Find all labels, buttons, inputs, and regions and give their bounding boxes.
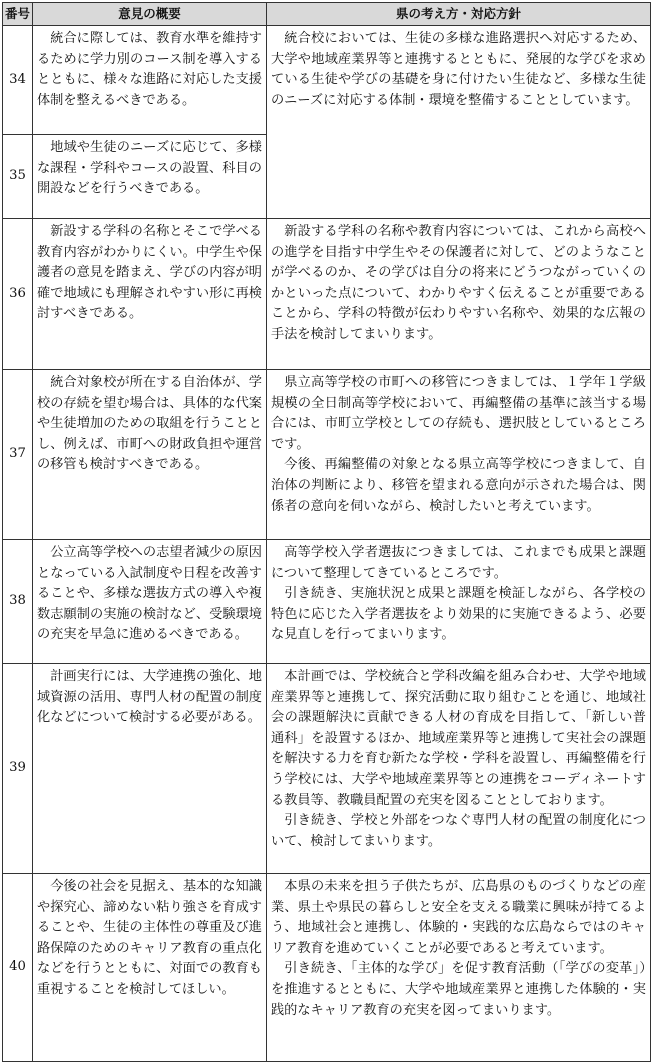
row-number: 34: [3, 26, 33, 135]
header-opinion-summary: 意見の概要: [33, 3, 267, 26]
opinion-cell: [33, 370, 267, 540]
response-cell: [267, 874, 651, 1062]
opinion-cell: [33, 26, 267, 135]
table-row: [3, 26, 651, 135]
opinion-response-table: [2, 2, 651, 1062]
response-paragraph: 本県の未来を担う子供たちが、広島県のものづくりなどの産業、県土や県民の暮らしと安全を支える職業に興味が持てるよう、地域社会と連携し、体験的・実践的な広島ならではのキャリア教育を進めていくことが必要であると考えています。: [271, 879, 646, 956]
row-number: 37: [3, 370, 33, 540]
opinion-text: 統合に際しては、教育水準を維持するために学力別のコース制を導入するとともに、様々な進路に対応した支援体制を整えるべきである。: [37, 31, 262, 108]
row-number: 39: [3, 664, 33, 874]
response-paragraph: 引き続き、実施状況と成果と課題を検証しながら、各学校の特色に応じた入学者選抜をより効果的に実施できるよう、必要な見直しを行ってまいります。: [271, 586, 646, 643]
opinion-cell: [33, 664, 267, 874]
row-number: 40: [3, 874, 33, 1062]
table-row: [3, 874, 651, 1062]
opinion-cell: [33, 135, 267, 219]
opinion-text: 統合対象校が所在する自治体が、学校の存続を望む場合は、具体的な代案や生徒増加のための取組を行うこととし、例えば、市町への財政負担や運営の移管も検討すべきである。: [37, 375, 262, 473]
opinion-text: 公立高等学校への志望者減少の原因となっている入試制度や日程を改善することや、多様な選抜方式の導入や複数志願制の実施の検討など、受験環境の充実を早急に進めるべきである。: [37, 545, 262, 643]
response-paragraph: 本計画では、学校統合と学科改編を組み合わせ、大学や地域産業界等と連携して、探究活動に取り組むことを通じ、地域社会の課題解決に貢献できる人材の育成を目指して、「新しい普通科」を設置するほか、地域産業界等と連携して実社会の課題を解決する力を育む新たな学校・学科を設置し、再編整備を行う学校には、大学や地域産業界等との連携をコーディネートする教員等、教職員配置の充実を図ることとしております。: [271, 669, 646, 808]
row-number: 35: [3, 135, 33, 219]
response-text: 統合校においては、生徒の多様な進路選択へ対応するため、大学や地域産業界等と連携するとともに、発展的な学びを求めている生徒や学びの基礎を身に付けたい生徒など、多様な生徒のニーズに対応する体制・環境を整備することとしています。: [271, 31, 646, 108]
response-paragraph: 引き続き、学校と外部をつなぐ専門人材の配置の制度化について、検討してまいります。: [271, 813, 646, 849]
opinion-text: 新設する学科の名称とそこで学べる教育内容がわかりにくい。中学生や保護者の意見を踏まえ、学びの内容が明確で地域にも理解されやすい形に再検討すべきである。: [37, 224, 262, 322]
response-paragraph: 高等学校入学者選抜につきましては、これまでも成果と課題について整理してきているところです。: [271, 545, 646, 581]
header-prefecture-response: 県の考え方・対応方針: [267, 3, 651, 26]
opinion-cell: [33, 874, 267, 1062]
response-cell: [267, 219, 651, 370]
table-row: [3, 664, 651, 874]
table-row: [3, 540, 651, 664]
response-cell: [267, 540, 651, 664]
response-cell: [267, 664, 651, 874]
response-cell: [267, 370, 651, 540]
response-cell: [267, 26, 651, 219]
opinion-cell: [33, 219, 267, 370]
response-paragraph: 引き続き、「主体的な学び」を促す教育活動（「学びの変革」）を推進するとともに、大学や地域産業界と連携した体験的・実践的なキャリア教育の充実を図ってまいります。: [271, 961, 646, 1018]
response-paragraph: 今後、再編整備の対象となる県立高等学校につきまして、自治体の判断により、移管を望まれる意向が示された場合は、関係者の意向を伺いながら、検討したいと考えています。: [271, 457, 646, 514]
row-number: 38: [3, 540, 33, 664]
table-row: [3, 370, 651, 540]
table-row: [3, 219, 651, 370]
opinion-text: 今後の社会を見据え、基本的な知識や探究心、諦めない粘り強さを育成することや、生徒の主体性の尊重及び進路保障のためのキャリア教育の重点化などを行うとともに、対面での教育も重視することを検討してほしい。: [37, 879, 262, 997]
header-number: 番号: [3, 3, 33, 26]
row-number: 36: [3, 219, 33, 370]
opinion-text: 地域や生徒のニーズに応じて、多様な課程・学科やコースの設置、科目の開設などを行うべきである。: [37, 140, 262, 197]
opinion-cell: [33, 540, 267, 664]
response-paragraph: 県立高等学校の市町への移管につきましては、１学年１学級規模の全日制高等学校において、再編整備の基準に該当する場合には、市町立学校としての存続も、選択肢としているところです。: [271, 375, 646, 452]
table-header-row: [3, 3, 651, 26]
opinion-text: 計画実行には、大学連携の強化、地域資源の活用、専門人材の配置の制度化などについて検討する必要がある。: [37, 669, 262, 726]
response-text: 新設する学科の名称や教育内容については、これから高校への進学を目指す中学生やその保護者に対して、どのようなことが学べるのか、その学びは自分の将来にどうつながっていくのかといった点について、わかりやすく伝えることが重要であることから、学科の特徴が伝わりやすい名称や、効果的な広報の手法を検討してまいります。: [271, 224, 646, 342]
